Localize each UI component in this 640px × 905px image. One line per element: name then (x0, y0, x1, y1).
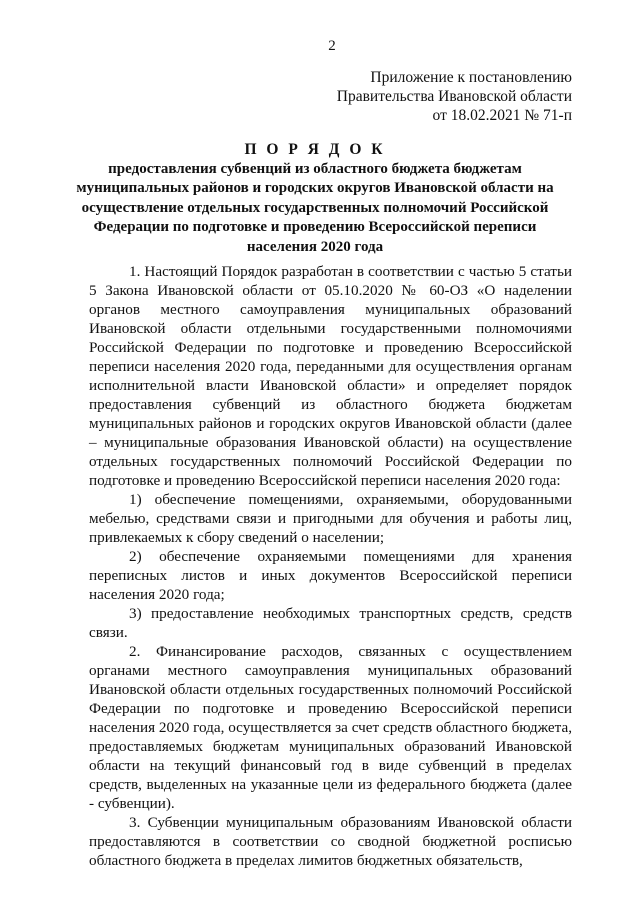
paragraph-3: 3. Субвенции муниципальным образованиям Ивановской области предоставляются в соответствии со сводной бюджетной росписью областного бюджета в пределах лимитов бюджетных обязательств, (89, 814, 572, 869)
paragraph-item-2: 2) обеспечение охраняемыми помещениями для хранения переписных листов и иных документов Всероссийской переписи населения 2020 года; (89, 548, 572, 603)
paragraph-item-3: 3) предоставление необходимых транспортных средств, средств связи. (89, 605, 572, 641)
page-number: 2 (328, 38, 336, 54)
appendix-line-2: Правительства Ивановской области (336, 88, 572, 105)
document-title: П О Р Я Д О К (244, 141, 386, 158)
paragraph-2: 2. Финансирование расходов, связанных с осуществлением органами местного самоуправления муниципальных образований Ивановской области отдельных государственных полномочий Российской Федерации по подготовке и проведению Всероссийской переписи населения 2020 года, осуществляется за счет средств областного бюджета, предоставляемых бюджетам муниципальных образований Ивановской области на текущий финансовый год в виде субвенций в пределах средств, выделенных на указанные цели из федерального бюджета (далее - субвенции). (89, 643, 572, 812)
appendix-line-1: Приложение к постановлению (370, 69, 572, 86)
appendix-line-3: от 18.02.2021 № 71-п (432, 107, 572, 124)
document-heading (60, 140, 570, 257)
document-subtitle: предоставления субвенций из областного бюджета бюджетам муниципальных районов и городских округов Ивановской области на осуществление отдельных государственных полномочий Российской Федерации по подготовке и проведению Всероссийской переписи населения 2020 года (76, 160, 554, 255)
appendix-reference (337, 68, 572, 125)
paragraph-1: 1. Настоящий Порядок разработан в соответствии с частью 5 статьи 5 Закона Ивановской области от 05.10.2020 № 60-ОЗ «О наделении органов местного самоуправления муниципальных образований Ивановской области отдельными государственными полномочиями Российской Федерации по подготовке и проведению Всероссийской переписи населения 2020 года, переданными для осуществления органам исполнительной власти Ивановской области» и определяет порядок предоставления субвенций из областного бюджета бюджетам муниципальных районов и городских округов Ивановской области (далее – муниципальные образования Ивановской области) на осуществление отдельных государственных полномочий Российской Федерации по подготовке и проведению Всероссийской переписи населения 2020 года: (89, 263, 572, 489)
paragraph-item-1: 1) обеспечение помещениями, охраняемыми, оборудованными мебелью, средствами связи и пригодными для обучения и работы лиц, привлекаемых к сбору сведений о населении; (89, 491, 572, 546)
document-body (89, 262, 572, 870)
